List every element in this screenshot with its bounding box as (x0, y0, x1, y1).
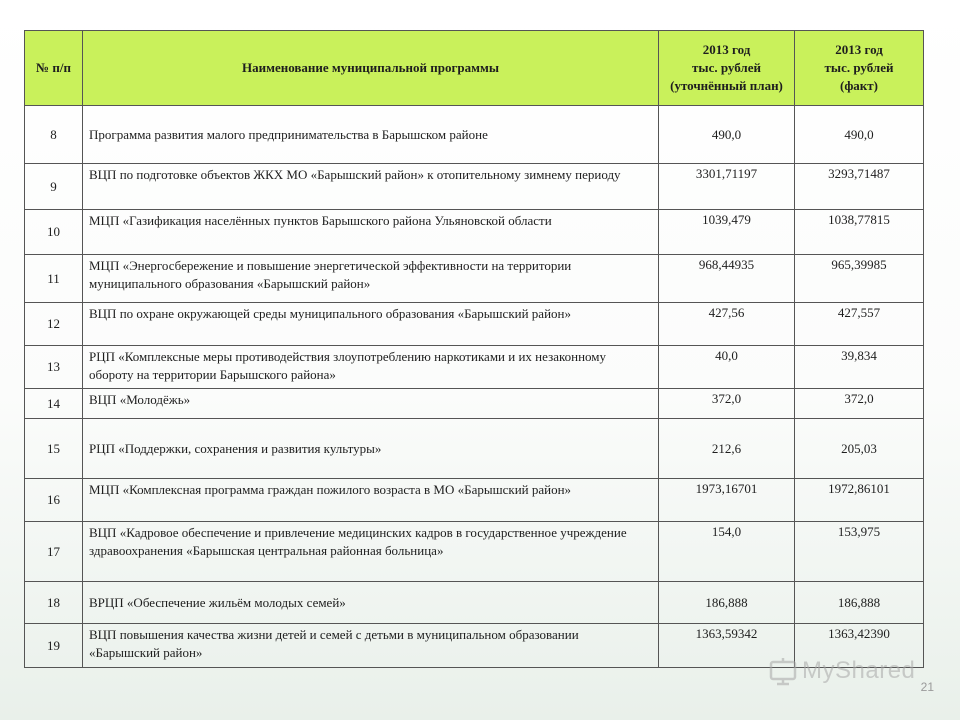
watermark-text: MyShared (802, 657, 916, 684)
table-row (25, 582, 924, 624)
header-fact-line: 2013 год (835, 42, 883, 57)
fact-value: 186,888 (795, 582, 924, 624)
fact-value: 39,834 (795, 346, 924, 389)
table-row (25, 479, 924, 522)
row-number: 14 (25, 389, 83, 419)
table-row (25, 303, 924, 346)
fact-value: 205,03 (795, 419, 924, 479)
fact-value: 1363,42390 (795, 624, 924, 668)
table-row (25, 522, 924, 582)
header-plan-line: тыс. рублей (692, 60, 761, 75)
fact-value: 1038,77815 (795, 210, 924, 255)
page-number: 21 (920, 680, 934, 694)
plan-value: 427,56 (659, 303, 795, 346)
plan-value: 40,0 (659, 346, 795, 389)
plan-value: 968,44935 (659, 255, 795, 303)
row-number: 15 (25, 419, 83, 479)
header-plan (659, 31, 795, 106)
header-num: № п/п (25, 31, 83, 106)
table-row (25, 346, 924, 389)
program-name: МЦП «Комплексная программа граждан пожилого возраста в МО «Барышский район» (83, 479, 659, 522)
plan-value: 372,0 (659, 389, 795, 419)
program-name: ВЦП повышения качества жизни детей и семей с детьми в муниципальном образовании «Барышский район» (83, 624, 659, 668)
program-name: МЦП «Газификация населённых пунктов Барышского района Ульяновской области (83, 210, 659, 255)
row-number: 8 (25, 106, 83, 164)
plan-value: 1973,16701 (659, 479, 795, 522)
row-number: 11 (25, 255, 83, 303)
program-name: ВЦП по охране окружающей среды муниципального образования «Барышский район» (83, 303, 659, 346)
row-number: 10 (25, 210, 83, 255)
fact-value: 3293,71487 (795, 164, 924, 210)
table-row (25, 164, 924, 210)
row-number: 18 (25, 582, 83, 624)
row-number: 17 (25, 522, 83, 582)
row-number: 9 (25, 164, 83, 210)
program-name: ВРЦП «Обеспечение жильём молодых семей» (83, 582, 659, 624)
watermark-logo (768, 656, 915, 686)
header-name: Наименование муниципальной программы (83, 31, 659, 106)
program-name: Программа развития малого предпринимательства в Барышском районе (83, 106, 659, 164)
fact-value: 965,39985 (795, 255, 924, 303)
program-name: РЦП «Поддержки, сохранения и развития культуры» (83, 419, 659, 479)
row-number: 12 (25, 303, 83, 346)
fact-value: 153,975 (795, 522, 924, 582)
table-row (25, 255, 924, 303)
table-row (25, 106, 924, 164)
plan-value: 186,888 (659, 582, 795, 624)
header-fact (795, 31, 924, 106)
table-row (25, 210, 924, 255)
table-row (25, 389, 924, 419)
plan-value: 1039,479 (659, 210, 795, 255)
presentation-icon (768, 656, 798, 686)
fact-value: 427,557 (795, 303, 924, 346)
table-header-row (25, 31, 924, 106)
program-name: МЦП «Энергосбережение и повышение энергетической эффективности на территории муниципального образования «Барышский район» (83, 255, 659, 303)
row-number: 16 (25, 479, 83, 522)
program-name: РЦП «Комплексные меры противодействия злоупотреблению наркотиками и их незаконному обороту на территории Барышского района» (83, 346, 659, 389)
program-name: ВЦП «Молодёжь» (83, 389, 659, 419)
programs-table (24, 30, 924, 668)
plan-value: 490,0 (659, 106, 795, 164)
header-plan-line: (уточнённый план) (670, 78, 783, 93)
header-fact-line: тыс. рублей (824, 60, 894, 75)
program-name: ВЦП «Кадровое обеспечение и привлечение медицинских кадров в государственное учреждение здравоохранения «Барышская центральная районная больница» (83, 522, 659, 582)
fact-value: 490,0 (795, 106, 924, 164)
header-plan-line: 2013 год (702, 42, 751, 57)
header-fact-line: (факт) (839, 78, 879, 93)
plan-value: 212,6 (659, 419, 795, 479)
plan-value: 1363,59342 (659, 624, 795, 668)
table-row (25, 419, 924, 479)
row-number: 13 (25, 346, 83, 389)
program-name: ВЦП по подготовке объектов ЖКХ МО «Барышский район» к отопительному зимнему периоду (83, 164, 659, 210)
fact-value: 1972,86101 (795, 479, 924, 522)
row-number: 19 (25, 624, 83, 668)
fact-value: 372,0 (795, 389, 924, 419)
plan-value: 154,0 (659, 522, 795, 582)
plan-value: 3301,71197 (659, 164, 795, 210)
